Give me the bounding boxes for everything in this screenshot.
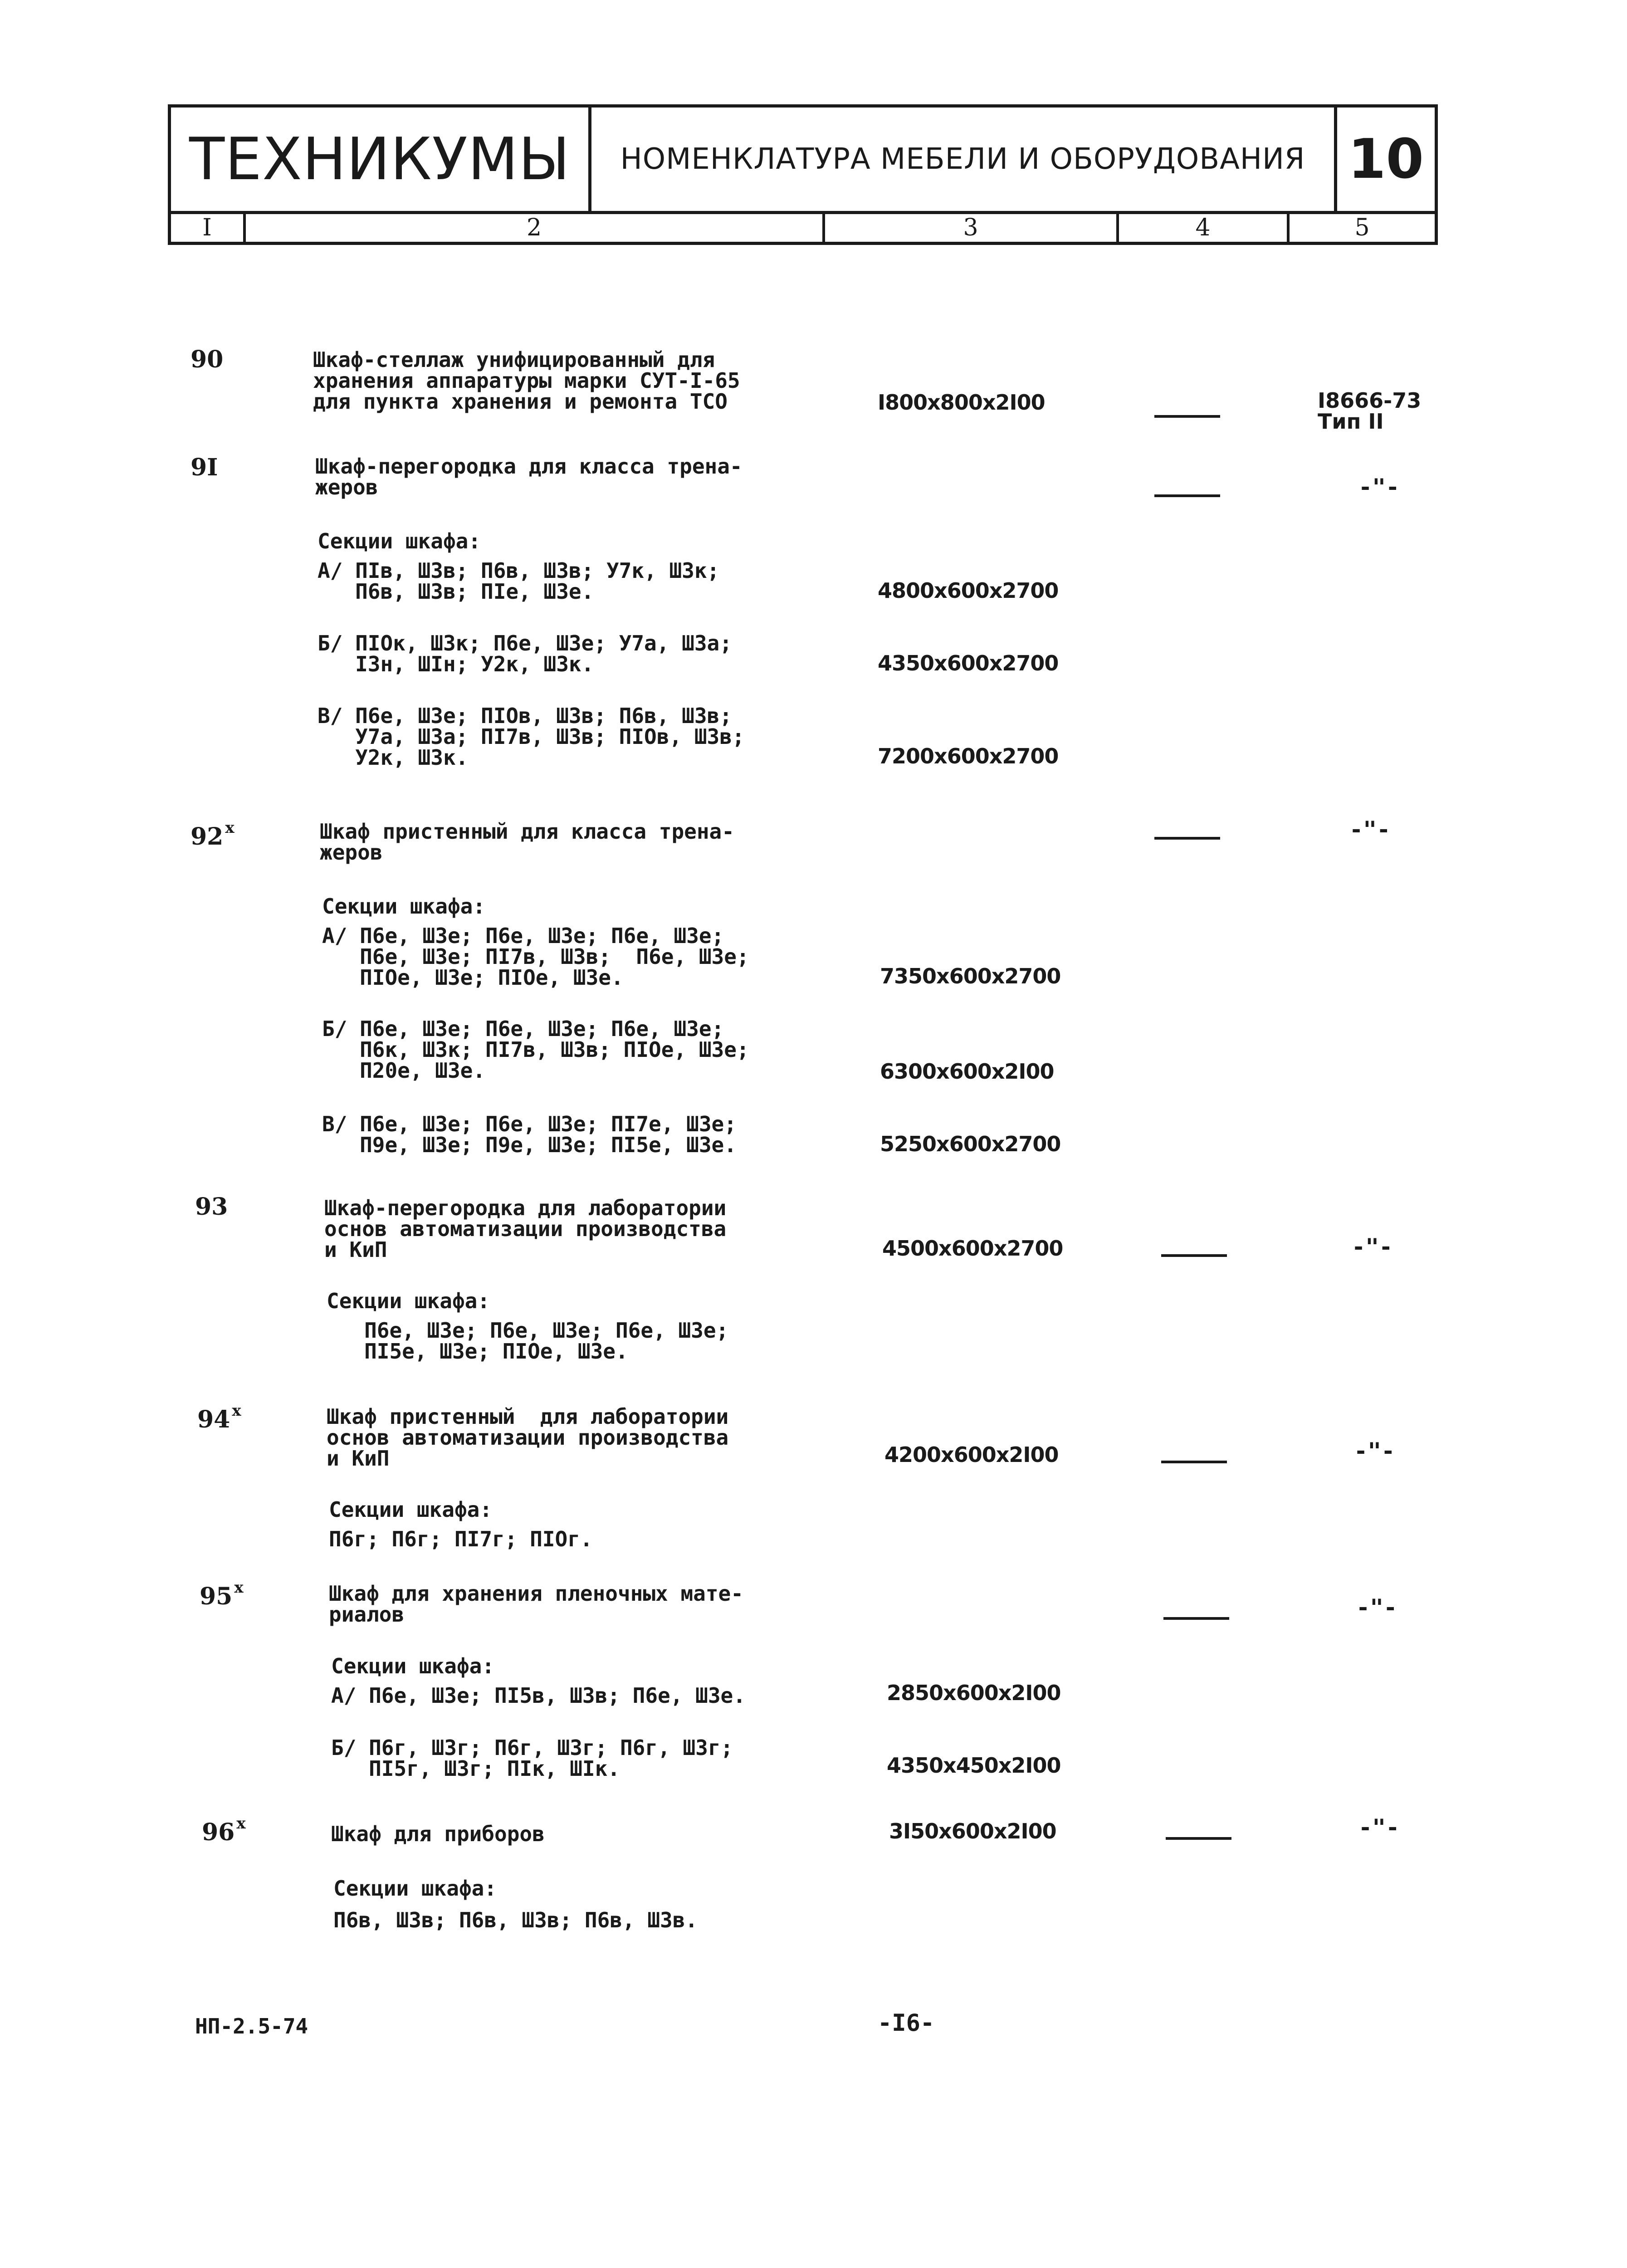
item-number-value: 94	[197, 1406, 230, 1433]
item-dimensions: 3I50x600x2I00	[889, 1819, 1056, 1843]
sections-label: Секции шкафа:	[318, 529, 481, 553]
section-a: П6в, Ш3в; П6в, Ш3в; П6в, Ш3в.	[333, 1908, 698, 1932]
ditto-mark: -"-	[1356, 1594, 1397, 1621]
ditto-mark: -"-	[1349, 816, 1391, 843]
ditto-mark: -"-	[1358, 474, 1400, 500]
column-number-2: 2	[246, 214, 825, 242]
header-subtitle: НОМЕНКЛАТУРА МЕБЕЛИ И ОБОРУДОВАНИЯ	[591, 108, 1337, 211]
section-b-dimensions: 6300x600x2I00	[880, 1059, 1054, 1084]
section-a-dimensions: 7350x600x2700	[880, 964, 1061, 988]
section-a-dimensions: 2850x600x2I00	[887, 1681, 1061, 1705]
sections-label: Секции шкафа:	[322, 894, 486, 919]
item-number: 93	[195, 1193, 228, 1221]
dash	[1154, 415, 1220, 418]
sections-label: Секции шкафа:	[333, 1876, 497, 1901]
item-number	[191, 819, 235, 850]
section-a: А/ П6е, Ш3е; П6е, Ш3е; П6е, Ш3е; П6е, Ш3е; ПI7в, Ш3в; П6е, Ш3е; ПIОе, Ш3е; ПIОе, Ш3е.	[322, 924, 749, 990]
item-number-value: 96	[202, 1818, 235, 1846]
section-b: Б/ П6г, Ш3г; П6г, Ш3г; П6г, Ш3г; ПI5г, Ш3г; ПIк, ШIк.	[331, 1735, 733, 1781]
column-number-1: I	[171, 214, 246, 242]
section-b-dimensions: 4350x600x2700	[878, 651, 1059, 675]
column-number-4: 4	[1119, 214, 1290, 242]
item-title: Шкаф пристенный для класса трена- жеров	[320, 819, 734, 865]
sheet-number: 10	[1348, 127, 1424, 191]
column-number-5: 5	[1354, 214, 1370, 241]
item-number-value: 95	[200, 1583, 233, 1610]
item-mark: x	[232, 1402, 241, 1420]
item-title: Шкаф-перегородка для класса трена- жеров	[315, 454, 743, 499]
ditto-mark: -"-	[1358, 1814, 1400, 1841]
standard-reference: I8666-73 Тип II	[1318, 388, 1422, 434]
dash	[1161, 1461, 1227, 1463]
item-title: Шкаф для приборов	[331, 1822, 545, 1846]
item-title: Шкаф для хранения пленочных мате- риалов	[329, 1581, 743, 1627]
dash	[1161, 1254, 1227, 1257]
section-c-dimensions: 7200x600x2700	[878, 744, 1059, 768]
dash	[1163, 1617, 1229, 1620]
page-number: -I6-	[878, 2009, 935, 2037]
item-mark: x	[225, 819, 235, 837]
section-b: Б/ ПIОк, Ш3к; П6е, Ш3е; У7а, Ш3а; I3н, ШIн; У2к, Ш3к.	[318, 631, 732, 676]
ditto-mark: -"-	[1352, 1234, 1393, 1260]
section-a: А/ П6е, Ш3е; ПI5в, Ш3в; П6е, Ш3е.	[331, 1683, 746, 1708]
dash	[1154, 494, 1220, 497]
item-number	[202, 1814, 246, 1846]
header-title-row	[171, 108, 1435, 214]
item-title: Шкаф-стеллаж унифицированный для хранения аппаратуры марки СУТ-I-65 для пункта хранения и ремонта ТСО	[313, 347, 740, 414]
item-dimensions: I800x800x2I00	[878, 390, 1045, 415]
section-c: В/ П6е, Ш3е; ПIОв, Ш3в; П6в, Ш3в; У7а, Ш3а; ПI7в, Ш3в; ПIОв, Ш3в; У2к, Ш3к.	[318, 704, 745, 770]
dash	[1154, 837, 1220, 840]
item-mark: x	[234, 1579, 244, 1597]
document-code: НП-2.5-74	[195, 2014, 308, 2038]
item-number	[200, 1579, 244, 1610]
sections-label: Секции шкафа:	[331, 1654, 495, 1678]
item-mark: x	[236, 1814, 246, 1833]
section-c-dimensions: 5250x600x2700	[880, 1132, 1061, 1156]
item-dimensions: 4200x600x2I00	[884, 1442, 1059, 1467]
item-title: Шкаф-перегородка для лаборатории основ автоматизации производства и КиП	[324, 1196, 727, 1262]
section-a: П6г; П6г; ПI7г; ПIОг.	[329, 1527, 593, 1551]
header-title: ТЕХНИКУМЫ	[171, 108, 591, 211]
column-number-row	[171, 214, 1435, 242]
sections-label: Секции шкафа:	[327, 1289, 490, 1313]
item-number: 9I	[191, 454, 218, 481]
section-c: В/ П6е, Ш3е; П6е, Ш3е; ПI7е, Ш3е; П9е, Ш3е; П9е, Ш3е; ПI5е, Ш3е.	[322, 1112, 737, 1157]
sections-label: Секции шкафа:	[329, 1497, 493, 1522]
item-number	[197, 1402, 241, 1433]
item-number: 90	[191, 346, 224, 373]
item-number-value: 92	[191, 823, 224, 850]
item-dimensions: 4500x600x2700	[882, 1236, 1063, 1261]
section-b: Б/ П6е, Ш3е; П6е, Ш3е; П6е, Ш3е; П6к, Ш3к; ПI7в, Ш3в; ПIОе, Ш3е; П20е, Ш3е.	[322, 1017, 749, 1083]
ditto-mark: -"-	[1354, 1438, 1395, 1464]
column-number-3: 3	[825, 214, 1119, 242]
dash	[1166, 1837, 1231, 1840]
section-a-dimensions: 4800x600x2700	[878, 578, 1059, 603]
section-a: П6е, Ш3е; П6е, Ш3е; П6е, Ш3е; ПI5е, Ш3е; ПIОе, Ш3е.	[364, 1318, 729, 1364]
section-b-dimensions: 4350x450x2I00	[887, 1753, 1061, 1778]
item-title: Шкаф пристенный для лаборатории основ автоматизации производства и КиП	[327, 1404, 729, 1471]
section-a: А/ ПIв, Ш3в; П6в, Ш3в; У7к, Ш3к; П6в, Ш3в; ПIе, Ш3е.	[318, 558, 720, 604]
header-table	[168, 104, 1438, 245]
